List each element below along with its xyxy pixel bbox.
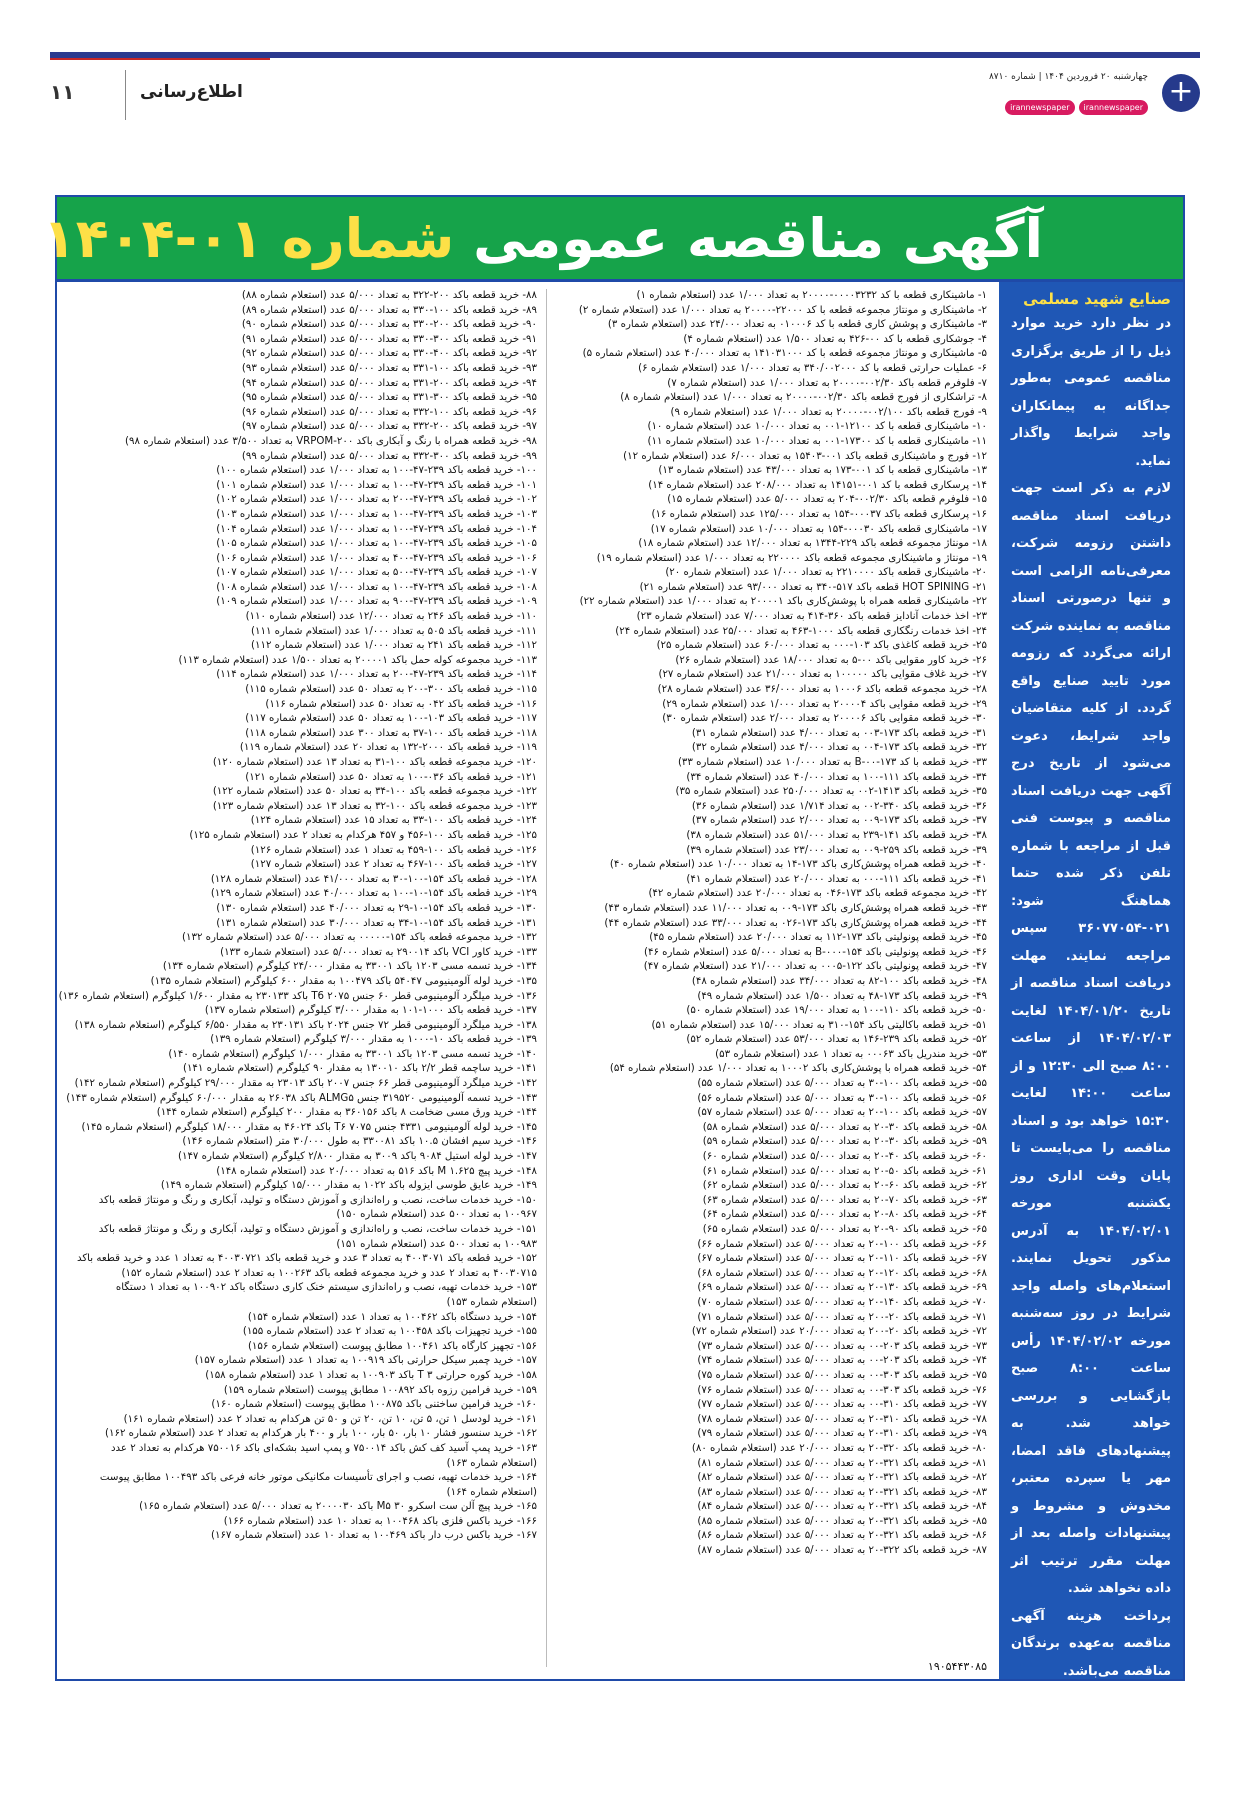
tender-item: ۵۰- خرید قطعه باکد ۱۱۰-۱۰۰ به تعداد ۱۹/۰۰۰ عدد (استعلام شماره ۵۰) [686,1005,987,1017]
tender-item: ۹۵- خرید قطعه باکد ۳۰۰-۳۳۱ به تعداد ۵/۰۰۰ عدد (استعلام شماره ۹۵) [241,392,537,404]
sidebar-paragraph-3: پرداخت هزینه آگهی مناقصه به‌عهده برندگان مناقصه می‌باشد. [1011,1608,1171,1679]
tender-item: ۲۱- HOT SPINING قطعه باکد ۵۱۷-۳۴۰ به تعداد ۹۳/۰۰۰ عدد (استعلام شماره ۲۱) [639,581,987,593]
tender-item: ۶۷- خرید قطعه باکد ۱۱۰-۲۰ به تعداد ۵/۰۰۰ عدد (استعلام شماره ۶۷) [697,1253,987,1265]
tender-item: ۱۱۰- خرید قطعه باکد ۲۴۶ به تعداد ۱۲/۰۰۰ عدد (استعلام شماره ۱۱۰) [245,611,537,623]
tender-frame [42,195,1185,1789]
tender-item: ۱۳۷- خرید قطعه باکد ۱۰۰۰-۱۰۱ به مقدار ۳/۰۰۰ کیلوگرم (استعلام شماره ۱۳۷) [204,1005,537,1017]
tender-item: ۵- ماشینکاری و مونتاژ مجموعه قطعه با کد ۱۴۱۰۳۱۰۰۰ به تعداد ۴۰/۰۰۰ عدد (استعلام شماره ۵) [582,348,987,360]
tender-item: ۹۰- خرید قطعه باکد ۲۰۰-۳۳۰ به تعداد ۵/۰۰۰ عدد (استعلام شماره ۹۰) [241,319,537,331]
tender-item: ۱۵- فلوفرم قطعه باکد ۰۰۲/۳۰-۲۰۴ به تعداد ۵/۰۰۰ عدد (استعلام شماره ۱۵) [667,494,987,506]
tender-item: ۱۱۷- خرید قطعه باکد ۱۰۳-۱۰۰ به تعداد ۵۰ عدد (استعلام شماره ۱۱۷) [245,713,537,725]
tender-item: ۹- فورج قطعه باکد ۰۰۲/۱۰۰-۲۰۰۰۰ به تعداد ۱/۰۰۰ عدد (استعلام شماره ۹) [670,406,987,418]
tender-item: ۱۴۳- خرید تسمه آلومینیومی ۳۱۹۵۲۰ جنس ALMG۵ باکد ۲۶۰۳۸ به مقدار ۶۰/۰۰۰ کیلوگرم (استعلام شماره ۱۴۳) [66,1092,537,1104]
tender-item: ۵۳- خرید مندریل باکد ۰۰۰۶۳ به تعداد ۱ عدد (استعلام شماره ۵۳) [715,1048,987,1060]
tender-item: ۶۹- خرید قطعه باکد ۱۳۰-۲۰ به تعداد ۵/۰۰۰ عدد (استعلام شماره ۶۹) [697,1282,987,1294]
tender-item: ۴۰- خرید قطعه همراه پوشش‌کاری باکد ۱۷۳-۱۴ به تعداد ۱۰/۰۰۰ عدد (استعلام شماره ۴۰) [609,859,987,871]
tender-item: ۱۳۴- خرید تسمه مسی ۱۲۰۳ باکد ۳۳۰۰۱ به مقدار ۲۴/۰۰۰ کیلوگرم (استعلام شماره ۱۳۴) [162,961,537,973]
tender-item: ۴۶- خرید قطعه پونولیتی باکد ۱۵۴-۰۰۰-B به تعداد ۵/۰۰۰ عدد (استعلام شماره ۴۶) [644,946,987,958]
issue-line: چهارشنبه ۲۰ فروردین ۱۴۰۴ | شماره ۸۷۱۰ [988,72,1148,82]
tender-item: ۲۸- خرید مجموعه قطعه باکد ۱۰۰۰۶ به تعداد ۳۶/۰۰۰ عدد (استعلام شماره ۲۸) [657,684,987,696]
tender-item: ۵۱- خرید قطعه باکالیتی باکد ۱۵۴-۳۱۰ به تعداد ۱۵/۰۰۰ عدد (استعلام شماره ۵۱) [651,1019,987,1031]
tender-item: ۲۲- ماشینکاری قطعه همراه با پوشش‌کاری باکد ۲۰۰۰۰۱ به تعداد ۱/۰۰۰ عدد (استعلام شماره ۲۲) [579,596,987,608]
tender-item: ۷- فلوفرم قطعه باکد ۰۰۲/۳۰-۲۰۰۰۰ به تعداد ۱/۰۰۰ عدد (استعلام شماره ۷) [667,377,987,389]
tender-item: ۱۱۴- خرید قطعه باکد ۲۳۹-۴۷-۲۰۰ به تعداد ۱/۰۰۰ عدد (استعلام شماره ۱۱۴) [216,669,537,681]
tender-item: ۱۳- ماشینکاری قطعه با کد ۰۰۱-۱۷۳ به تعداد ۴۳/۰۰۰ عدد (استعلام شماره ۱۳) [658,465,987,477]
tender-item: ۱۴- پرسکاری قطعه با کد ۰۰۱-۱۴۱۵۱ به تعداد ۲۰۸/۰۰۰ عدد (استعلام شماره ۱۴) [648,479,987,491]
tender-item: ۱۰۳- خرید قطعه باکد ۲۳۹-۴۷-۱۰۰ به تعداد ۱/۰۰۰ عدد (استعلام شماره ۱۰۳) [216,508,537,520]
tender-item: ۱۲۸- خرید قطعه باکد ۱۵۴-۱۰۰-۳۰ به تعداد ۴۱/۰۰۰ عدد (استعلام شماره ۱۲۸) [210,873,537,885]
tender-banner [42,197,1183,282]
social-links [1005,100,1148,115]
tender-item: ۸۲- خرید قطعه باکد ۳۲۱-۲۰ به تعداد ۵/۰۰۰ عدد (استعلام شماره ۸۲) [697,1472,987,1484]
tender-item: ۱۳۲- خرید مجموعه قطعه باکد ۱۵۴-۰۰۰۰۰ به تعداد ۵/۰۰۰ عدد (استعلام شماره ۱۳۲) [182,932,537,944]
tender-item: ۱۵۳- خرید خدمات تهیه، نصب و راه‌اندازی سیستم خنک کاری دستگاه باکد ۱۰۰۹۰۲ به تعداد ۱ دستگاه [115,1282,537,1294]
sidebar-notice [999,282,1183,1789]
tender-item: ۱۷- ماشینکاری قطعه باکد ۰۰۰۳۰-۱۵۴ به تعداد ۱۰/۰۰۰ عدد (استعلام شماره ۱۷) [650,523,987,535]
tender-item: ۱۴۲- خرید میلگرد آلومینیومی قطر ۶۶ جنس ۲۰۰۷ باکد ۲۳۰۱۳ به مقدار ۲۹/۰۰۰ کیلوگرم (استعلام شماره ۱۴۲) [74,1078,537,1090]
tender-item: ۱۵۰- خرید خدمات ساخت، نصب و راه‌اندازی و آموزش دستگاه و تولید، آبکاری و رنگ و مونتاژ قطعه باکد [98,1194,537,1206]
tender-item: ۱۰۰۹۸۳ به تعداد ۵۰۰ عدد (استعلام شماره ۱۵۱) [336,1238,537,1250]
tender-item: ۱۴۷- خرید لوله استیل ۹۰۸۴ باکد ۳۰۰۹ به مقدار ۲/۸۰۰ کیلوگرم (استعلام شماره ۱۴۷) [178,1151,537,1163]
tender-item: ۱۰۰- خرید قطعه باکد ۲۳۹-۴۷-۱۰۰ به تعداد ۱/۰۰۰ عدد (استعلام شماره ۱۰۰) [216,465,537,477]
tender-item: ۹۸- خرید قطعه همراه با رنگ و آبکاری باکد VRPOM-۲۰۰ به تعداد ۳/۵۰۰ عدد (استعلام شماره ۹۸) [125,435,537,447]
tender-item: ۴۷- خرید قطعه پونولیتی باکد ۱۲۲-۰۰۰۵ به تعداد ۲۱/۰۰۰ عدد (استعلام شماره ۴۷) [643,961,987,973]
tender-item: ۷۹- خرید قطعه باکد ۳۱۰-۲۰ به تعداد ۵/۰۰۰ عدد (استعلام شماره ۷۹) [697,1428,987,1440]
tender-item: ۳۱- خرید قطعه باکد ۱۷۳-۰۰۳ به تعداد ۴/۰۰۰ عدد (استعلام شماره ۳۱) [691,727,987,739]
tender-item: ۶۴- خرید قطعه باکد ۸۰-۲۰ به تعداد ۵/۰۰۰ عدد (استعلام شماره ۶۴) [702,1209,987,1221]
sidebar-paragraph-2: لازم به ذکر است جهت دریافت اسناد مناقصه داشتن رزومه شرکت، معرفی‌نامه الزامی است و تنها درصورتی اسناد مناقصه به نماینده شرکت ارائه می‌گردد که رزومه مورد تایید صنایع واقع گردد. از کلیه متقاضیان واجد شرایط، دعوت می‌شود از تاریخ درج آگهی جهت دریافت اسناد مناقصه و پیوست فنی قبل از مراجعه با شماره تلفن ذکر شده حتما هماهنگ شود: ۰۲۱-۳۶۰۷۷۰۵۴ سپس مراجعه نمایند. مهلت دریافت اسناد مناقصه از تاریخ ۱۴۰۴/۰۱/۲۰ لغایت ۱۴۰۴/۰۲/۰۳ از ساعت ۸:۰۰ صبح الی ۱۲:۳۰ و از ساعت ۱۴:۰۰ لغایت ۱۵:۳۰ خواهد بود و اسناد مناقصه را می‌بایست تا پایان وقت اداری روز یکشنبه مورخه ۱۴۰۴/۰۲/۰۱ به آدرس مذکور تحویل نمایند. استعلام‌های واصله واجد شرایط در روز سه‌شنبه مورخه ۱۴۰۴/۰۲/۰۲ رأس ساعت ۸:۰۰ صبح بازگشایی و بررسی خواهد شد. به پیشنهادهای فاقد امضا، مهر یا سپرده معتبر، مخدوش و مشروط و پیشنهادات واصله بعد از مهلت مقرر ترتیب اثر داده نخواهد شد. [1011,481,1172,1596]
tender-item: ۱۵۶- تجهیز کارگاه باکد ۱۰۰۴۶۱ مطابق پیوست (استعلام شماره ۱۵۶) [247,1340,537,1352]
tender-item: ۴۵- خرید قطعه پونولیتی باکد ۱۷۳-۱۱۲ به تعداد ۲۰/۰۰۰ عدد (استعلام شماره ۴۵) [649,932,987,944]
tender-item: ۱۳۹- خرید قطعه باکد ۱۰-۱۰۰۰ به مقدار ۳/۰۰۰ کیلوگرم (استعلام شماره ۱۳۹) [210,1034,537,1046]
tender-item: ۸۶- خرید قطعه باکد ۳۲۱-۲۰ به تعداد ۵/۰۰۰ عدد (استعلام شماره ۸۶) [697,1530,987,1542]
tender-item: ۳۰- خرید قطعه مقوایی باکد ۲۰۰۰۰۶ به تعداد ۲/۰۰۰ عدد (استعلام شماره ۳۰) [662,713,987,725]
tender-item: ۵۶- خرید قطعه باکد ۱۰۰-۳۰ به تعداد ۵/۰۰۰ عدد (استعلام شماره ۵۶) [697,1092,987,1104]
tender-item: ۷۶- خرید قطعه باکد ۳۰۳-۰۰ به تعداد ۵/۰۰۰ عدد (استعلام شماره ۷۶) [697,1384,987,1396]
tender-item: ۵۸- خرید قطعه باکد ۳۰-۲۰ به تعداد ۵/۰۰۰ عدد (استعلام شماره ۵۸) [702,1121,987,1133]
tender-item: ۱۶۱- خرید لودسل ۱ تن، ۵ تن، ۱۰ تن، ۲۰ تن و ۵۰ تن هرکدام به تعداد ۲ عدد (استعلام شماره ۱۶۱) [123,1413,537,1425]
ad-code: ۱۹۰۵۴۴۳۰۸۵ [927,1660,987,1673]
tender-item: ۱۶۰- خرید فرامین ساختنی باکد ۱۰۰۸۷۵ مطابق پیوست (استعلام شماره ۱۶۰) [211,1399,537,1411]
sidebar-paragraph-1: در نظر دارد خرید موارد ذیل را از طریق برگزاری مناقصه عمومی به‌طور جداگانه به پیمانکاران واجد شرایط واگذار نماید. [1011,316,1171,469]
tender-item: ۱۵۲- خرید قطعه باکد ۴۰۰۳۰۷۱ به تعداد ۳ عدد و خرید قطعه باکد ۴۰۰۳۰۷۲۱ به تعداد ۱ عدد و خرید قطعه باکد [76,1253,537,1265]
tender-item: ۳۷- خرید قطعه باکد ۱۷۳-۰۰۹ به تعداد ۲/۰۰۰ عدد (استعلام شماره ۳۷) [691,815,987,827]
tender-item: ۱۰۸- خرید قطعه باکد ۲۳۹-۴۷-۱۰۰ به تعداد ۱/۰۰۰ عدد (استعلام شماره ۱۰۸) [216,581,537,593]
sidebar-paragraph-4: هر شرکت‌کننده جهت حضور در یک یا چند موضوع مناقصه مختار می‌باشد. [1011,1691,1171,1789]
tender-item: ۵۷- خرید قطعه باکد ۱۰۰-۲۰ به تعداد ۵/۰۰۰ عدد (استعلام شماره ۵۷) [697,1107,987,1119]
tender-item: ۸۴- خرید قطعه باکد ۳۲۱-۲۰ به تعداد ۵/۰۰۰ عدد (استعلام شماره ۸۴) [697,1501,987,1513]
tender-item: ۱- ماشینکاری قطعه با کد ۰۰۰۰۳۲۳۲-۲۰۰۰۰ به تعداد ۱/۰۰۰ عدد (استعلام شماره ۱) [636,290,987,301]
tender-item: ۲۰- ماشینکاری قطعه باکد ۲۲۱۰۰۰۰ به تعداد ۱/۰۰۰ عدد (استعلام شماره ۲۰) [665,567,987,579]
tender-item: ۱۰۶- خرید قطعه باکد ۲۳۹-۴۷-۴۰۰ به تعداد ۱/۰۰۰ عدد (استعلام شماره ۱۰۶) [216,552,537,564]
tender-item: ۱۵۹- خرید فرامین رزوه باکد ۱۰۰۸۹۲ مطابق پیوست (استعلام شماره ۱۵۹) [223,1384,537,1396]
tender-item: ۵۹- خرید قطعه باکد ۳۰-۲۰ به تعداد ۵/۰۰۰ عدد (استعلام شماره ۵۹) [702,1136,987,1148]
tender-item: ۷۵- خرید قطعه باکد ۳۰۳-۰۰ به تعداد ۵/۰۰۰ عدد (استعلام شماره ۷۵) [697,1369,987,1381]
tender-item: ۱۱۳- خرید مجموعه کوله حمل باکد ۲۰۰۰۰۱ به تعداد ۱/۵۰۰ عدد (استعلام شماره ۱۱۳) [178,654,537,666]
tender-item: ۹۶- خرید قطعه باکد ۱۰۰-۳۳۲ به تعداد ۵/۰۰۰ عدد (استعلام شماره ۹۶) [241,406,537,418]
tender-item: ۶۰- خرید قطعه باکد ۴۰-۲۰ به تعداد ۵/۰۰۰ عدد (استعلام شماره ۶۰) [702,1151,987,1163]
tender-item: ۱۹- مونتاژ و ماشینکاری مجموعه قطعه باکد ۲۲۰۰۰۰ به تعداد ۱/۰۰۰ عدد (استعلام شماره ۱۹) [596,552,987,564]
tender-item: ۱۲۱- خرید قطعه باکد ۰۳۶-۱۰۰ به تعداد ۵۰ عدد (استعلام شماره ۱۲۱) [245,771,537,783]
tender-item: ۱۶۵- خرید پیچ آلن ست اسکرو ۳۰ M۵ باکد ۲۰۰۰۰۳۰ به تعداد ۵/۰۰۰ عدد (استعلام شماره ۱۶۵) [139,1501,537,1513]
tender-item: ۶- عملیات حرارتی قطعه با کد ۳۴۰/۰۰۲۰۰۰ به تعداد ۱/۰۰۰ عدد (استعلام شماره ۶) [638,362,987,374]
tender-item: ۳۳- خرید قطعه با کد ۱۷۳-۰۰-B به تعداد ۱۰/۰۰۰ عدد (استعلام شماره ۳۳) [677,757,987,768]
tender-item: ۷۲- خرید قطعه باکد ۲۰-۲۰۰ به تعداد ۲۰/۰۰۰ عدد (استعلام شماره ۷۲) [691,1326,987,1338]
tender-item: ۱۲۷- خرید قطعه باکد ۱۰۰-۴۶۷ به تعداد ۲ عدد (استعلام شماره ۱۲۷) [250,859,537,871]
instagram-handle[interactable]: irannewspaper [1079,100,1148,115]
tender-item: ۹۲- خرید قطعه باکد ۴۰۰-۳۳۰ به تعداد ۵/۰۰۰ عدد (استعلام شماره ۹۲) [241,348,537,360]
tender-item: ۱۴۵- خرید لوله آلومینیومی ۴۳۳۱ جنس ۷۰۷۵ T۶ باکد ۴۶۰۲۴ به مقدار ۱۸/۰۰۰ کیلوگرم (استعلام شماره ۱۴۵) [81,1121,537,1133]
tender-item: ۴۲- خرید مجموعه قطعه باکد ۱۷۳-۰۴۶ به تعداد ۲۰/۰۰۰ عدد (استعلام شماره ۴۲) [648,888,987,900]
tender-item: ۱۲۵- خرید قطعه باکد ۱۰۰-۴۵۶ و ۴۵۷ هرکدام به تعداد ۲ عدد (استعلام شماره ۱۲۵) [189,829,537,841]
tender-item: ۳۵- خرید قطعه باکد ۱۴۱۳-۰۰۲ به تعداد ۲۵۰/۰۰۰ عدد (استعلام شماره ۳۵) [675,786,987,798]
tender-item: (استعلام شماره ۱۶۴) [446,1486,537,1498]
tender-item: (استعلام شماره ۱۶۳) [446,1457,537,1469]
tender-item: ۹۱- خرید قطعه باکد ۳۰۰-۳۳۰ به تعداد ۵/۰۰۰ عدد (استعلام شماره ۹۱) [241,333,537,345]
section-title: اطلاع‌رسانی [140,82,243,102]
tender-item: ۱۰- ماشینکاری قطعه با کد ۱۲۱۰۰-۰۰۱ به تعداد ۱۰/۰۰۰ عدد (استعلام شماره ۱۰) [647,421,987,433]
tender-item: ۱۰۴- خرید قطعه باکد ۲۳۹-۴۷-۱۰۰ به تعداد ۱/۰۰۰ عدد (استعلام شماره ۱۰۴) [216,523,537,535]
tender-item: ۱۴۰- خرید تسمه مسی ۱۲۰۳ باکد ۳۳۰۰۱ به مقدار ۱/۰۰۰ کیلوگرم (استعلام شماره ۱۴۰) [168,1048,537,1060]
items-column-right [557,289,987,1559]
tender-item: ۱۵۸- خرید کوره حرارتی ۳ T باکد ۱۰۰۹۰۳ به تعداد ۱ عدد (استعلام شماره ۱۵۸) [205,1369,537,1381]
tender-item: ۱۰۲- خرید قطعه باکد ۲۳۹-۴۷-۲۰۰ به تعداد ۱/۰۰۰ عدد (استعلام شماره ۱۰۲) [216,494,537,506]
sidebar-org: صنایع شهید مسلمی [1023,290,1171,308]
tender-item: ۵۴- خرید قطعه همراه با پوشش‌کاری باکد ۱۰۰۰۲ به تعداد ۱/۰۰۰ عدد (استعلام شماره ۵۴) [609,1063,987,1075]
tender-item: ۶۱- خرید قطعه باکد ۵۰-۲۰ به تعداد ۵/۰۰۰ عدد (استعلام شماره ۶۱) [702,1165,987,1177]
tender-item: ۲۶- خرید کاور مقوایی باکد ۰۰-۵ به تعداد ۱۸/۰۰۰ عدد (استعلام شماره ۲۶) [675,654,987,666]
tender-item: ۵۵- خرید قطعه باکد ۱۰۰-۳۰ به تعداد ۵/۰۰۰ عدد (استعلام شماره ۵۵) [697,1078,987,1090]
tender-item: ۷۴- خرید قطعه باکد ۲۰۳-۰۰ به تعداد ۵/۰۰۰ عدد (استعلام شماره ۷۴) [697,1355,987,1367]
tender-item: ۶۵- خرید قطعه باکد ۹۰-۲۰ به تعداد ۵/۰۰۰ عدد (استعلام شماره ۶۵) [702,1224,987,1235]
tender-item: ۴- جوشکاری قطعه با کد ۰۰-۴۲۶ به تعداد ۱/۵۰۰ عدد (استعلام شماره ۴) [683,333,987,345]
tender-item: ۴۱- خرید قطعه باکد ۱۱۱-۰۰۰ به تعداد ۲۰/۰۰۰ عدد (استعلام شماره ۴۱) [686,873,987,885]
section-separator [125,70,126,120]
tender-item: ۱۶۷- خرید باکس درب دار باکد ۱۰۰۴۶۹ به تعداد ۱۰ عدد (استعلام شماره ۱۶۷) [211,1530,537,1542]
tender-item: ۱۱- ماشینکاری قطعه با کد ۱۷۳۰۰-۰۰۱ به تعداد ۱۰/۰۰۰ عدد (استعلام شماره ۱۱) [647,435,987,447]
tender-item: ۱۴۱- خرید ساچمه قطر ۲/۲ باکد ۱۳۰۰۱۰ به مقدار ۹۰ کیلوگرم (استعلام شماره ۱۴۱) [182,1063,537,1075]
tender-item: ۵۲- خرید قطعه باکد ۲۳۹-۱۴۶ به تعداد ۵۳/۰۰۰ عدد (استعلام شماره ۵۲) [686,1034,987,1046]
items-column-left [58,289,537,1544]
tender-item: ۳۹- خرید قطعه باکد ۲۵۹-۰۰۹ به تعداد ۲۳/۰۰۰ عدد (استعلام شماره ۳۹) [686,844,987,856]
tender-item: ۱۳۱- خرید قطعه باکد ۱۵۴-۱۰-۳۴ به تعداد ۳۰/۰۰۰ عدد (استعلام شماره ۱۳۱) [216,917,537,929]
tender-item: ۱۸- مونتاژ مجموعه قطعه باکد ۲۲۹-۱۳۴۴ به تعداد ۱۲/۰۰۰ عدد (استعلام شماره ۱۸) [638,538,987,550]
tender-item: ۱۱۸- خرید قطعه باکد ۱۰۰-۳۷ به تعداد ۳۰۰ عدد (استعلام شماره ۱۱۸) [245,727,537,739]
tender-item: ۱۰۷- خرید قطعه باکد ۲۳۹-۴۷-۵۰۰ به تعداد ۱/۰۰۰ عدد (استعلام شماره ۱۰۷) [216,567,537,579]
masthead [988,66,1200,132]
tender-item: ۱۶۲- خرید سنسور فشار ۱۰ بار، ۵۰ بار، ۱۰۰ بار و ۴۰۰ بار هرکدام به تعداد ۲ عدد (استعلام شماره ۱۶۲) [105,1428,537,1440]
tender-item: ۱۳۸- خرید میلگرد آلومینیومی قطر ۷۲ جنس ۲۰۲۴ باکد ۲۳۰۱۳۱ به مقدار ۶/۵۵۰ کیلوگرم (استعلام شماره ۱۳۸) [74,1019,537,1031]
tender-item: ۱۳۵- خرید لوله آلومینیومی ۵۴۰۴۷ باکد ۱۰۰۴۷۹ به مقدار ۶۰۰ کیلوگرم (استعلام شماره ۱۳۵) [150,975,537,987]
tender-item: ۱۲۳- خرید مجموعه قطعه باکد ۱۰۰-۳۲ به تعداد ۱۳ عدد (استعلام شماره ۱۲۳) [212,800,537,812]
plus-icon[interactable]: + [1162,74,1200,112]
banner-title [43,207,1043,270]
tender-item: ۱۱۵- خرید قطعه باکد ۳۰۰-۲۰۰ به تعداد ۵۰ عدد (استعلام شماره ۱۱۵) [245,684,537,696]
tender-item: ۱۲۰- خرید مجموعه قطعه باکد ۱۰۰-۳۱ به تعداد ۱۳ عدد (استعلام شماره ۱۲۰) [212,757,537,768]
tender-item: ۱۱۶- خرید قطعه باکد ۰۴۲ به تعداد ۵۰ عدد (استعلام شماره ۱۱۶) [265,698,537,710]
tender-item: ۲۹- خرید قطعه مقوایی باکد ۲۰۰۰۰۴ به تعداد ۱/۰۰۰ عدد (استعلام شماره ۲۹) [662,698,987,710]
tender-item: ۶۶- خرید قطعه باکد ۱۰۰-۲۰ به تعداد ۵/۰۰۰ عدد (استعلام شماره ۶۶) [697,1238,987,1250]
tender-item: ۱۱۲- خرید قطعه باکد ۲۴۱ به تعداد ۱/۰۰۰ عدد (استعلام شماره ۱۱۲) [251,640,537,652]
tender-item: ۹۴- خرید قطعه باکد ۲۰۰-۳۳۱ به تعداد ۵/۰۰۰ عدد (استعلام شماره ۹۴) [241,377,537,389]
tender-item: ۱۲۹- خرید قطعه باکد ۱۵۴-۱۰-۱۰۰ به تعداد ۴۰/۰۰۰ عدد (استعلام شماره ۱۲۹) [210,888,537,900]
tender-item: ۲۴- اخذ خدمات رنگکاری قطعه باکد ۱۰۰۰-۴۶۳ به تعداد ۲۵/۰۰۰ عدد (استعلام شماره ۲۴) [615,625,987,637]
tender-item: (استعلام شماره ۱۵۳) [446,1296,537,1308]
tender-item: ۶۳- خرید قطعه باکد ۷۰-۲۰ به تعداد ۵/۰۰۰ عدد (استعلام شماره ۶۳) [702,1194,987,1206]
tender-item: ۷۸- خرید قطعه باکد ۳۱۰-۲۰ به تعداد ۵/۰۰۰ عدد (استعلام شماره ۷۸) [697,1413,987,1425]
tender-item: ۶۸- خرید قطعه باکد ۱۲۰-۲۰ به تعداد ۵/۰۰۰ عدد (استعلام شماره ۶۸) [697,1267,987,1279]
tender-item: ۷۰- خرید قطعه باکد ۱۴۰-۲۰ به تعداد ۵/۰۰۰ عدد (استعلام شماره ۷۰) [697,1296,987,1308]
tender-item: ۳- ماشینکاری و پوشش کاری قطعه با کد ۰۱۰۰۰۶ به تعداد ۲۴/۰۰۰ عدد (استعلام شماره ۳) [607,319,987,331]
tender-item: ۲۵- خرید قطعه کاغذی باکد ۱۰۳-۰۰۰ به تعداد ۶۰/۰۰۰ عدد (استعلام شماره ۲۵) [656,640,987,652]
top-band-accent [50,58,270,60]
tender-item: ۳۶- خرید قطعه باکد ۳۴۰-۰۰۲ به تعداد ۱/۷۱۴ عدد (استعلام شماره ۳۶) [691,800,987,812]
tender-item: ۳۴- خرید قطعه باکد ۱۱۱-۱۰۰ به تعداد ۴۰/۰۰۰ عدد (استعلام شماره ۳۴) [686,771,987,783]
tender-item: ۴۸- خرید قطعه باکد ۱۰۰-۸۲ به تعداد ۳۴/۰۰۰ عدد (استعلام شماره ۴۸) [691,975,987,987]
tender-item: ۱۴۹- خرید عایق طوسی ایزوله باکد ۱۰۲۲ به مقدار ۱۵/۰۰۰ کیلوگرم (استعلام شماره ۱۴۹) [160,1180,537,1192]
tender-item: ۱۰۵- خرید قطعه باکد ۲۳۹-۴۷-۱۰۰ به تعداد ۱/۰۰۰ عدد (استعلام شماره ۱۰۵) [216,538,537,550]
tender-item: ۴۰۰۳۰۷۱۵ به تعداد ۲ عدد و خرید مجموعه قطعه باکد ۱۰۰۲۶۳ به تعداد ۲ عدد (استعلام شماره ۱۵۲) [121,1267,537,1279]
tender-item: ۱۴۸- خرید پیچ ۱.۶۲۵ M باکد ۵۱۶ به تعداد ۲۰/۰۰۰ عدد (استعلام شماره ۱۴۸) [216,1165,537,1177]
tender-item: ۴۳- خرید قطعه همراه پوشش‌کاری باکد ۱۷۳-۰۰۹ به تعداد ۱۱/۰۰۰ عدد (استعلام شماره ۴۳) [604,902,987,914]
tender-item: ۱۲- فورج و ماشینکاری قطعه باکد ۰۰۱-۱۵۴۰۳ به تعداد ۶/۰۰۰ عدد (استعلام شماره ۱۲) [623,450,987,462]
tender-item: ۲- ماشینکاری و مونتاژ مجموعه قطعه با کد ۲۲۰۰۰-۲۰۰۰۰ به تعداد ۱/۰۰۰ عدد (استعلام شماره ۲) [578,304,987,316]
tender-item: ۳۲- خرید قطعه باکد ۱۷۳-۰۰۴ به تعداد ۴/۰۰۰ عدد (استعلام شماره ۳۲) [691,742,987,754]
tender-item: ۱۴۴- خرید ورق مسی ضخامت ۸ باکد ۳۶۰۱۵۶ به مقدار ۲۰۰ کیلوگرم (استعلام شماره ۱۴۴) [156,1107,537,1119]
tender-item: ۱۶- پرسکاری قطعه باکد ۰۰۰۳۷-۱۵۴ به تعداد ۱۲۵/۰۰۰ عدد (استعلام شماره ۱۶) [651,508,987,520]
tender-item: ۱۵۵- خرید تجهیزات باکد ۱۰۰۴۵۸ به تعداد ۲ عدد (استعلام شماره ۱۵۵) [242,1326,537,1338]
tender-item: ۸۹- خرید قطعه باکد ۱۰۰-۳۳۰ به تعداد ۵/۰۰۰ عدد (استعلام شماره ۸۹) [241,304,537,316]
tender-item: ۹۳- خرید قطعه باکد ۱۰۰-۳۳۱ به تعداد ۵/۰۰۰ عدد (استعلام شماره ۹۳) [241,362,537,374]
tender-item: ۱۵۷- خرید چمبر سیکل حرارتی باکد ۱۰۰۹۱۹ به تعداد ۱ عدد (استعلام شماره ۱۵۷) [194,1355,537,1367]
tender-item: ۱۳۰- خرید قطعه باکد ۱۵۴-۱۰-۲۹ به تعداد ۴۰/۰۰۰ عدد (استعلام شماره ۱۳۰) [216,902,537,914]
banner-title-number: شماره ۰۱-۱۴۰۴ [42,207,455,270]
tender-item: ۹۷- خرید قطعه باکد ۲۰۰-۳۳۲ به تعداد ۵/۰۰۰ عدد (استعلام شماره ۹۷) [241,421,537,433]
tender-item: ۷۱- خرید قطعه باکد ۲۰-۲۰۰ به تعداد ۵/۰۰۰ عدد (استعلام شماره ۷۱) [697,1311,987,1323]
tender-item: ۴۴- خرید قطعه همراه پوشش‌کاری باکد ۱۷۳-۰۲۶ به تعداد ۳۳/۰۰۰ عدد (استعلام شماره ۴۴) [604,917,987,929]
tender-item: ۸۱- خرید قطعه باکد ۳۲۱-۲۰ به تعداد ۵/۰۰۰ عدد (استعلام شماره ۸۱) [697,1457,987,1469]
tender-item: ۱۳۳- خرید کاور VCI باکد ۲۹۰۰۱۴ به تعداد ۵/۰۰۰ عدد (استعلام شماره ۱۳۳) [220,946,537,958]
tender-item: ۸۷- خرید قطعه باکد ۳۲۲-۲۰ به تعداد ۵/۰۰۰ عدد (استعلام شماره ۸۷) [697,1545,987,1557]
column-divider [546,289,547,1667]
tender-item: ۱۶۶- خرید باکس فلزی باکد ۱۰۰۴۶۸ به تعداد ۱۰ عدد (استعلام شماره ۱۶۶) [223,1515,537,1527]
tender-item: ۱۱۱- خرید قطعه باکد ۵۰۵ به تعداد ۱/۰۰۰ عدد (استعلام شماره ۱۱۱) [251,625,537,637]
tender-item: ۸- تراشکاری از فورج قطعه باکد ۰۰۲/۳۰-۲۰۰۰۰ به تعداد ۱/۰۰۰ عدد (استعلام شماره ۸) [620,392,987,404]
tender-item: ۲۷- خرید غلاف مقوایی باکد ۱۰۰۰۰۰ به تعداد ۲۱/۰۰۰ عدد (استعلام شماره ۲۷) [658,669,987,681]
tender-item: ۹۹- خرید قطعه باکد ۳۰۰-۳۳۲ به تعداد ۵/۰۰۰ عدد (استعلام شماره ۹۹) [241,450,537,462]
tender-item: ۴۹- خرید قطعه باکد ۱۷۳-۴۸ به تعداد ۱/۵۰۰ عدد (استعلام شماره ۴۹) [697,990,987,1002]
tender-item: ۱۰۹- خرید قطعه باکد ۲۳۹-۴۷-۹۰۰ به تعداد ۱/۰۰۰ عدد (استعلام شماره ۱۰۹) [216,596,537,608]
tender-item: ۸۸- خرید قطعه باکد ۲۰۰-۳۲۲ به تعداد ۵/۰۰۰ عدد (استعلام شماره ۸۸) [241,290,537,301]
tender-item: ۱۲۴- خرید قطعه باکد ۱۰۰-۳۳ به تعداد ۱۵ عدد (استعلام شماره ۱۲۴) [250,815,537,827]
tender-item: ۱۶۳- خرید پمپ آسید کف کش باکد ۷۵۰۰۱۴ و پمپ اسید بشکه‌ای باکد ۷۵۰۰۱۶ هرکدام به تعداد ۲ عدد [110,1442,537,1454]
tender-item: ۱۳۶- خرید میلگرد آلومینیومی قطر ۶۰ جنس ۲۰۷۵ T6 باکد ۲۳۰۱۳۳ به مقدار ۱/۶۰۰ کیلوگرم (استعلام شماره ۱۳۶) [58,990,537,1002]
tender-item: ۱۶۴- خرید خدمات تهیه، نصب و اجرای تأسیسات مکانیکی موتور خانه فرعی باکد ۱۰۰۴۹۳ مطابق پیوست [99,1472,537,1484]
tender-item: ۷۷- خرید قطعه باکد ۳۱۰-۰۰ به تعداد ۵/۰۰۰ عدد (استعلام شماره ۷۷) [697,1399,987,1411]
telegram-handle[interactable]: irannewspaper [1005,100,1074,115]
tender-item: ۱۱۹- خرید قطعه باکد ۲۰۰۰-۱۳۲ به تعداد ۲۰ عدد (استعلام شماره ۱۱۹) [239,742,537,754]
tender-item: ۱۵۴- خرید دستگاه باکد ۱۰۰۴۶۲ به تعداد ۱ عدد (استعلام شماره ۱۵۴) [247,1311,537,1323]
tender-item: ۶۲- خرید قطعه باکد ۶۰-۲۰ به تعداد ۵/۰۰۰ عدد (استعلام شماره ۶۲) [702,1180,987,1192]
tender-item: ۱۲۲- خرید مجموعه قطعه باکد ۱۰۰-۳۴ به تعداد ۵۰ عدد (استعلام شماره ۱۲۲) [212,786,537,798]
tender-item: ۷۳- خرید قطعه باکد ۲۰۳-۰۰ به تعداد ۵/۰۰۰ عدد (استعلام شماره ۷۳) [697,1340,987,1352]
banner-title-text: آگهی مناقصه عمومی [473,207,1043,270]
tender-item: ۸۵- خرید قطعه باکد ۳۲۱-۲۰ به تعداد ۵/۰۰۰ عدد (استعلام شماره ۸۵) [697,1515,987,1527]
tender-item: ۱۰۱- خرید قطعه باکد ۲۳۹-۴۷-۱۰۰ به تعداد ۱/۰۰۰ عدد (استعلام شماره ۱۰۱) [216,479,537,491]
tender-item: ۳۸- خرید قطعه باکد ۱۴۱-۲۳۹ به تعداد ۵۱/۰۰۰ عدد (استعلام شماره ۳۸) [686,829,987,841]
tender-item: ۱۴۶- خرید سیم افشان ۱۰.۵ باکد ۳۳۰۰۸۱ به طول ۳۰/۰۰۰ متر (استعلام شماره ۱۴۶) [182,1136,537,1148]
tender-item: ۱۰۰۹۶۷ به تعداد ۵۰۰ عدد (استعلام شماره ۱۵۰) [336,1209,537,1221]
page-number: ۱۱ [50,80,75,104]
tender-item: ۱۲۶- خرید قطعه باکد ۱۰۰-۴۵۹ به تعداد ۱ عدد (استعلام شماره ۱۲۶) [250,844,537,856]
tender-item: ۸۳- خرید قطعه باکد ۳۲۱-۲۰ به تعداد ۵/۰۰۰ عدد (استعلام شماره ۸۳) [697,1486,987,1498]
tender-item: ۸۰- خرید قطعه باکد ۳۲۰-۲۰ به تعداد ۲۰/۰۰۰ عدد (استعلام شماره ۸۰) [691,1442,987,1454]
tender-item: ۱۵۱- خرید خدمات ساخت، نصب و راه‌اندازی و آموزش دستگاه و تولید، آبکاری و رنگ و مونتاژ قطعه باکد [98,1224,537,1235]
tender-item: ۲۳- اخذ خدمات آنادایز قطعه باکد ۳۶۰-۴۱۴ به تعداد ۷/۰۰۰ عدد (استعلام شماره ۲۳) [636,611,987,623]
